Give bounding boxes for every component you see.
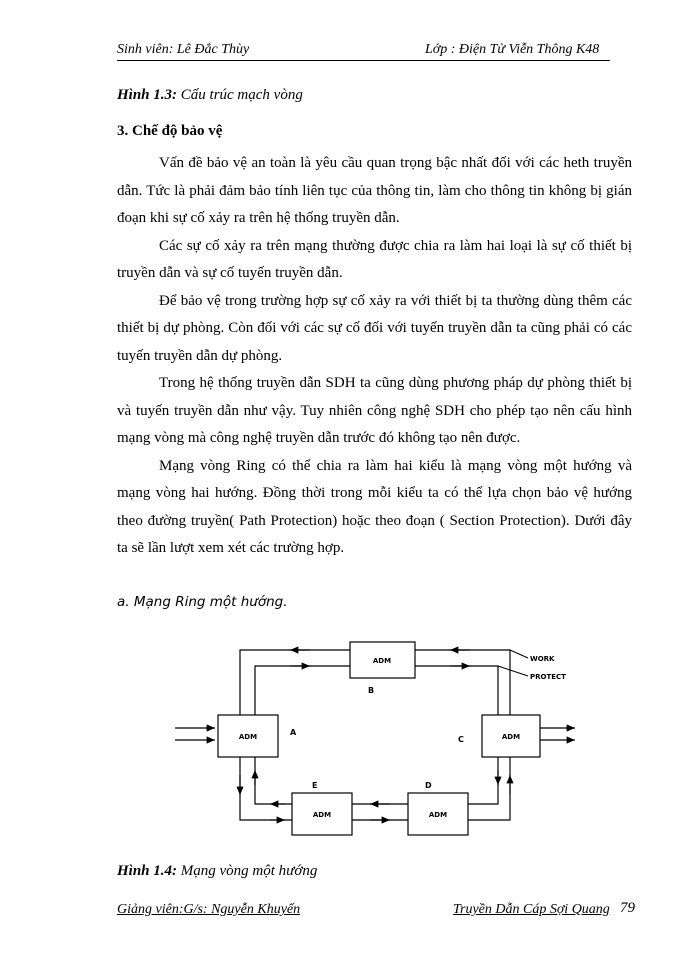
- legend-work-line: [510, 650, 528, 658]
- adm-label: ADM: [312, 811, 332, 819]
- figure-label: Hình 1.4:: [117, 863, 178, 879]
- adm-label: ADM: [501, 733, 521, 741]
- adm-node-b: [350, 642, 415, 678]
- body-text: [117, 150, 632, 563]
- footer-lecturer: Giảng viên:G/s: Nguyễn Khuyến: [117, 902, 301, 917]
- ring-diagram: [170, 630, 610, 845]
- figure-caption-text: Cấu trúc mạch vòng: [180, 87, 303, 103]
- node-name-e: E: [312, 781, 318, 790]
- header-student: Sinh viên: Lê Đắc Thùy: [117, 42, 250, 57]
- footer-course: Truyền Dẫn Cáp Sợi Quang: [453, 902, 610, 917]
- figure-caption-bottom: [117, 863, 317, 880]
- adm-label: ADM: [238, 733, 258, 741]
- node-name-d: D: [425, 781, 432, 790]
- header-class: Lớp : Điện Tử Viễn Thông K48: [425, 42, 600, 57]
- figure-caption-top: [117, 87, 303, 104]
- page-number: 79: [620, 900, 635, 916]
- legend-protect-line: [498, 666, 528, 676]
- header-divider: [117, 60, 610, 61]
- node-name-a: A: [290, 728, 297, 737]
- figure-caption-text: Mạng vòng một hướng: [180, 863, 318, 879]
- node-name-c: C: [458, 735, 464, 744]
- section-title: 3. Chế độ bảo vệ: [117, 123, 223, 139]
- legend-work: WORK: [530, 655, 555, 663]
- paragraph: Mạng vòng Ring có thể chia ra làm hai kiểu là mạng vòng một hướng và mạng vòng hai hướng. Đồng thời trong mỗi kiểu ta có thể lựa chọn bảo vệ hướng theo đường truyền( Path Protection) hoặc theo đoạn ( Section Protection). Dưới đây ta sẽ lần lượt xem xét các trường hợp.: [117, 457, 632, 556]
- paragraph: Vấn đề bảo vệ an toàn là yêu cầu quan trọng bậc nhất đối với các heth truyền dẫn. Tức là phải đảm bảo tính liên tục của thông tin, làm cho thông tin không bị gián đoạn khi sự cố xảy ra trên hệ thống truyền dẫn.: [117, 155, 632, 226]
- adm-node-a: [218, 715, 278, 757]
- paragraph: Trong hệ thống truyền dẫn SDH ta cũng dùng phương pháp dự phòng thiết bị và tuyến truyền dẫn như vậy. Tuy nhiên công nghệ SDH cho phép tạo nên cấu hình mạng vòng mà công nghệ truyền dẫn trước đó không tạo nên được.: [117, 375, 632, 446]
- paragraph: Các sự cố xảy ra trên mạng thường được chia ra làm hai loại là sự cố thiết bị truyền dẫn và sự cố tuyến truyền dẫn.: [117, 237, 632, 281]
- adm-node-d: [408, 793, 468, 835]
- node-name-b: B: [368, 686, 375, 695]
- adm-node-e: [292, 793, 352, 835]
- paragraph: Để bảo vệ trong trường hợp sự cố xảy ra với thiết bị ta thường dùng thêm các thiết bị dự phòng. Còn đối với các sự cố đối với tuyến truyền dẫn ta cũng phải có các tuyến truyền dẫn dự phòng.: [117, 292, 632, 364]
- adm-node-c: [482, 715, 540, 757]
- figure-label: Hình 1.3:: [117, 87, 178, 103]
- adm-label: ADM: [372, 657, 392, 665]
- subsection-title: a. Mạng Ring một hướng.: [117, 594, 288, 610]
- adm-label: ADM: [428, 811, 448, 819]
- legend-protect: PROTECT: [530, 673, 566, 681]
